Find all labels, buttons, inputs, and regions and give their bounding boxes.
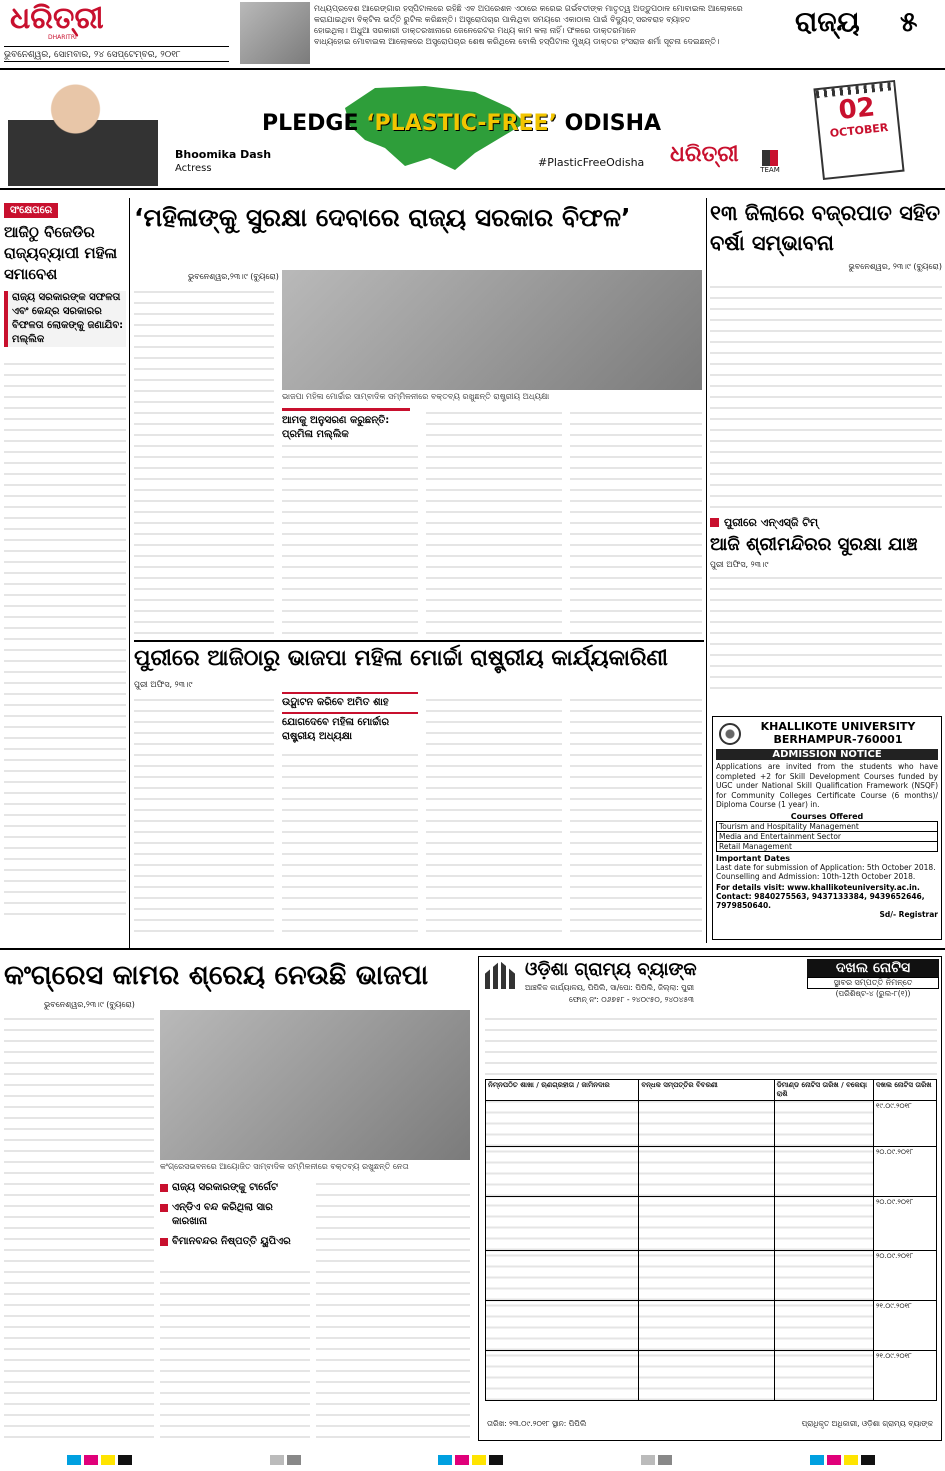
table-row [486,1197,937,1251]
bottom-col-3 [316,1178,470,1438]
bottom-dateline: ଭୁବନେଶ୍ୱର,୨୩।୯ (ବ୍ୟୁରୋ) [44,1000,135,1009]
story-two-headline: ପୁରୀରେ ଆଜିଠାରୁ ଭାଜପା ମହିଳା ମୋର୍ଚ୍ଚା ରାଷ୍ଟ୍ରୀୟ କାର୍ଯ୍ୟକାରିଣୀ [134,640,704,676]
color-swatches [270,1450,304,1469]
column-divider [706,198,707,943]
lead-col-2 [282,442,418,634]
teaser-line: କରାଯାଇଥିବା ବିକ୍ଟିଲ ଭର୍ତ୍ତି ରୁଟିଲ କରିଛନ୍ତି। ଅସ୍ତ୍ରୋପଚାର ପାଲିଥିବା ସମୟରେ ଏକାଠାଲ ପାଇଁ ବିଦ୍ୟୁତ୍ ସରବରାହ ବ୍ୟାହତ [314,15,691,24]
teaser-text [314,3,774,47]
notice-title: ADMISSION NOTICE [716,749,938,760]
brief-headline: ଆଜିଠୁ ବିଜେଡିର ରାଜ୍ୟବ୍ୟାପୀ ମହିଳା ସମାବେଶ [4,223,118,283]
story-two-bullet: ଉଦ୍ଘାଟନ କରିବେ ଅମିତ ଶାହ [282,692,418,712]
teaser-line: ବାଧ୍ୟହୋଇ ମୋବାଇଲ ଆଲୋକରେ ଅସ୍ତ୍ରୋପଚାର ଶେଷ କରିଥିଲେ ବୋଲି ହସ୍ପିଟାଲ ମୁଖ୍ୟ ଡାକ୍ତର ହଂସରାଜ ଶର୍ମା ସୂଚନା ଦେଇଛନ୍ତି। [314,37,720,46]
plastic-free-ad [0,70,945,190]
printer-color-bar [0,1452,945,1466]
ad-hashtag: #PlasticFreeOdisha [538,156,645,169]
university-signatory: Sd/- Registrar [879,909,938,919]
column-divider [129,198,130,950]
dateline: ଭୁବନେଶ୍ୱର, ସୋମବାର, ୨୪ ସେପ୍ଟେମ୍ବର, ୨୦୧୮ [4,46,229,62]
brief-pull-quote: ରାଜ୍ୟ ସରକାରଙ୍କ ସଫଳତା ଏବଂ କେନ୍ଦ୍ର ସରକାରର ବିଫଳତା ଲୋକଙ୍କୁ ଜଣାଯିବ: ମଲ୍ଲିକ [4,291,126,347]
slogan-right: ODISHA [564,111,662,136]
right-body [710,278,942,508]
table-row [486,1147,937,1197]
team-logo [755,150,785,180]
slogan-left: PLEDGE [262,111,359,136]
possession-date: ୨୧.୦୯.୨୦୧୮ [873,1301,936,1351]
color-swatches [641,1450,675,1469]
brief-tag: ସଂକ୍ଷେପରେ [4,203,58,218]
date-item: Last date for submission of Application: 5th October 2018. [716,862,936,872]
bottom-bullet [160,1232,310,1252]
possession-table [485,1079,937,1401]
kicker-text: ପୁରୀରେ ଏନ୍ଏସ୍ଜି ଟିମ୍ [724,516,819,529]
notice-title-box [807,959,939,999]
right-sub-dateline: ପୁରୀ ଅଫିସ, ୨୩।୯ [710,560,769,569]
bank-signatory: ପ୍ରାଧିକୃତ ଅଧିକାରୀ, ଓଡ଼ିଶା ଗ୍ରାମ୍ୟ ବ୍ୟାଙ୍କ [801,1419,933,1428]
date-item: Counselling and Admission: 10th-12th October 2018. [716,871,916,881]
bank-preamble [485,1009,937,1075]
table-row [486,1351,937,1401]
bottom-headline: କଂଗ୍ରେସ କାମର ଶ୍ରେୟ ନେଉଛି ଭାଜପା [4,960,429,991]
bank-office: ଆଞ୍ଚଳିକ କାର୍ଯ୍ୟାଳୟ, ପିପିଲି, ସା/ପୋ: ପିପିଲି, ଜିଲ୍ଲା: ପୁରୀ [525,983,695,992]
lead-col-1 [134,284,274,634]
bottom-col-2 [160,1270,310,1438]
bottom-story [4,956,472,1441]
course-item: Retail Management [716,842,938,852]
right-dateline: ଭୁବନେଶ୍ୱର, ୨୩।୯ (ବ୍ୟୁରୋ) [848,262,942,271]
possession-date: ୨୦.୦୯.୨୦୧୮ [873,1197,936,1251]
masthead-logo-sub: DHARITRI [48,34,77,41]
color-swatches [810,1450,878,1469]
courses-title: Courses Offered [790,811,864,821]
bottom-bullet-text: ବିମାନବନ୍ଦର ନିଷ୍ପତ୍ତି ୟୁପିଏର [172,1236,291,1247]
right-sub-headline: ଆଜି ଶ୍ରୀମନ୍ଦିରର ସୁରକ୍ଷା ଯାଞ୍ଚ [710,534,918,555]
calendar-icon [813,80,904,180]
table-header: ବନ୍ଧକ ସମ୍ପତ୍ତିର ବିବରଣୀ [639,1080,774,1101]
lead-col-3 [426,408,562,634]
bottom-col-1 [4,1018,154,1438]
bottom-photo-caption: କଂଗ୍ରେସଭବନରେ ଆୟୋଜିତ ସାମ୍ବାଦିକ ସମ୍ମିଳନୀରେ ବକ୍ତବ୍ୟ ରଖୁଛନ୍ତି ନେତା [160,1162,409,1171]
story-two-col-4 [570,692,702,932]
bank-date-place: ତାରିଖ: ୨୩.୦୯.୨୦୧୮ ସ୍ଥାନ: ପିପିଲି [487,1419,587,1428]
possession-date: ୨୧.୦୯.୨୦୧୮ [873,1351,936,1401]
bottom-bullet-text: ରାଜ୍ୟ ସରକାରଙ୍କୁ ଟାର୍ଗେଟ [172,1182,278,1193]
ad-slogan [262,110,661,138]
section-rule [0,948,945,950]
university-ad [712,716,942,940]
university-name: KHALLIKOTE UNIVERSITY [760,720,916,733]
bank-logo-icon [485,961,515,989]
bank-name: ଓଡ଼ିଶା ଗ୍ରାମ୍ୟ ବ୍ୟାଙ୍କ [525,959,697,980]
color-swatches [438,1450,506,1469]
team-label: TEAM [760,166,780,174]
bottom-bullet [160,1198,310,1232]
person-name: Bhoomika Dash [175,148,272,161]
story-two-col-2 [282,752,418,932]
right-sub-body [710,574,942,689]
brief-body [4,355,126,915]
bank-notice [478,956,942,1441]
bank-notice-title: ଦଖଲ ନୋଟିସ [807,959,939,977]
story-two-bullet: ଯୋଗଦେବେ ମହିଳା ମୋର୍ଚ୍ଚାର ରାଷ୍ଟ୍ରୀୟ ଅଧ୍ୟକ୍ଷା [282,712,418,746]
calendar-day: 02 [837,92,877,126]
lead-story [134,198,704,638]
university-website: For details visit: www.khallikoteuniversity.ac.in. [716,882,920,892]
table-header: ଡିମାଣ୍ଡ ନୋଟିସ ତାରିଖ / ବକେୟା ରାଶି [774,1080,873,1101]
bullet-square-icon [160,1238,168,1246]
university-contact: Contact: 9840275563, 9437133384, 9439652646, 7979850640. [716,891,925,910]
course-item: Media and Entertainment Sector [716,832,938,842]
bank-phone: ଫୋନ୍ ନଂ: ୦୬୭୫୮ - ୨୪୦୯୫୦, ୨୪୦୪୫୩ [569,995,694,1004]
dates-title: Important Dates [716,853,791,863]
lead-col-4 [570,408,702,634]
masthead [0,0,945,70]
teaser-line: ହୋଇଥିଲା। ଅଧୁଆ ସରକାରୀ ଡାକ୍ତରଖାନାରେ ଜେନେରେଟର ମଧ୍ୟ କାମ କଲା ନାହିଁ। ଫଳରେ ଡାକ୍ତରମାନେ [314,26,636,35]
color-swatches [67,1450,135,1469]
lead-headline: ‘ମହିଳାଙ୍କୁ ସୁରକ୍ଷା ଦେବାରେ ରାଜ୍ୟ ସରକାର ବିଫଳ’ [134,203,631,232]
right-headline: ୧୩ ଜିଲାରେ ବଜ୍ରପାତ ସହିତ ବର୍ଷା ସମ୍ଭାବନା [710,201,941,255]
actress-photo [8,76,158,186]
brief-column [4,198,126,938]
lead-photo-caption: ଭାଜପା ମହିଳା ମୋର୍ଚ୍ଚାର ସାମ୍ବାଦିକ ସମ୍ମିଳନୀରେ ବକ୍ତବ୍ୟ ରଖୁଛନ୍ତି ରାଷ୍ଟ୍ରୀୟ ଅଧ୍ୟକ୍ଷା [282,392,550,401]
bottom-bullet [160,1178,310,1198]
table-row [486,1101,937,1147]
story-two-col-1 [134,692,274,932]
possession-date: ୧୯.୦୯.୨୦୧୮ [873,1101,936,1147]
lead-pull-quote: ଆମକୁ ଅନୁସରଣ କରୁଛନ୍ତି: ପ୍ରମିଳା ମଲ୍ଲିକ [282,408,410,442]
notice-intro: Applications are invited from the students who have completed +2 for Skill Development Courses funded by UGC under National Skill Qualification Framework (NSQF) for Community Colleges Certificate Course (6 months)/ Diploma Course (1 year) in. [716,762,938,809]
table-header-row [486,1080,937,1101]
course-item: Tourism and Hospitality Management [716,821,938,832]
teaser-line: ମଧ୍ୟପ୍ରଦେଶ ଆରେଙ୍ଗାର ହସ୍ପିଟାଲରେ ରହିଛି ଏବ ଅପରେଶନ ଏଠାରେ କରେଇ ଗର୍ଭବତୀଙ୍କ ମାତୃତ୍ୱ ଅଡ୍ଡୁପଠାଳ ମୋବାଇଲ ଆଲୋକରେ [314,4,743,13]
right-kicker [710,516,942,530]
table-header: ଦଖଲ ନୋଟିସ ତାରିଖ [873,1080,936,1101]
person-role: Actress [175,163,212,174]
right-story [710,198,942,718]
lead-dateline: ଭୁବନେଶ୍ୱର,୨୩।୯ (ବ୍ୟୁରୋ) [188,272,279,281]
bottom-bullet-text: ଏନ୍ଡିଏ ବନ୍ଦ କରିଥିଲା ସାର କାରଖାନା [172,1202,273,1227]
table-row [486,1251,937,1301]
possession-date: ୨୦.୦୯.୨୦୧୮ [873,1251,936,1301]
bottom-bullets [160,1178,310,1252]
table-row [486,1301,937,1351]
ad-logo: ଧରିତ୍ରୀ [670,142,739,167]
story-two [134,640,704,940]
university-emblem-icon [719,723,741,745]
story-two-col-3 [426,692,562,932]
bullet-square-icon [160,1184,168,1192]
section-title: ରାଜ୍ୟ [795,5,860,38]
story-two-bullets [282,692,418,746]
team-icon [762,150,778,166]
bank-notice-rule: (ପରିଶିଷ୍ଟ-୪ (ରୁଲ-୮(୧)) [835,989,911,998]
teaser-photo [240,2,310,64]
bottom-photo [160,1010,470,1160]
calendar-month: OCTOBER [829,120,889,141]
table-header: ନିମ୍ନପଠିତ ଶାଖା / ଋଣଗ୍ରହୀତା / ଜାମିନଦାର [486,1080,639,1101]
kicker-square-icon [710,518,719,527]
slogan-mid: ‘PLASTIC-FREE’ [366,111,557,136]
bullet-square-icon [160,1204,168,1212]
lead-photo [282,270,702,390]
story-two-dateline: ପୁରୀ ଅଫିସ, ୨୩।୯ [134,680,193,689]
university-city: BERHAMPUR-760001 [773,733,903,746]
bank-notice-sub: ସ୍ଥାବର ସମ୍ପତ୍ତି ନିମନ୍ତେ [807,977,939,989]
possession-date: ୨୦.୦୯.୨୦୧୮ [873,1147,936,1197]
page-number: ୫ [900,5,918,38]
masthead-logo: ଧରିତ୍ରୀ [10,1,104,36]
